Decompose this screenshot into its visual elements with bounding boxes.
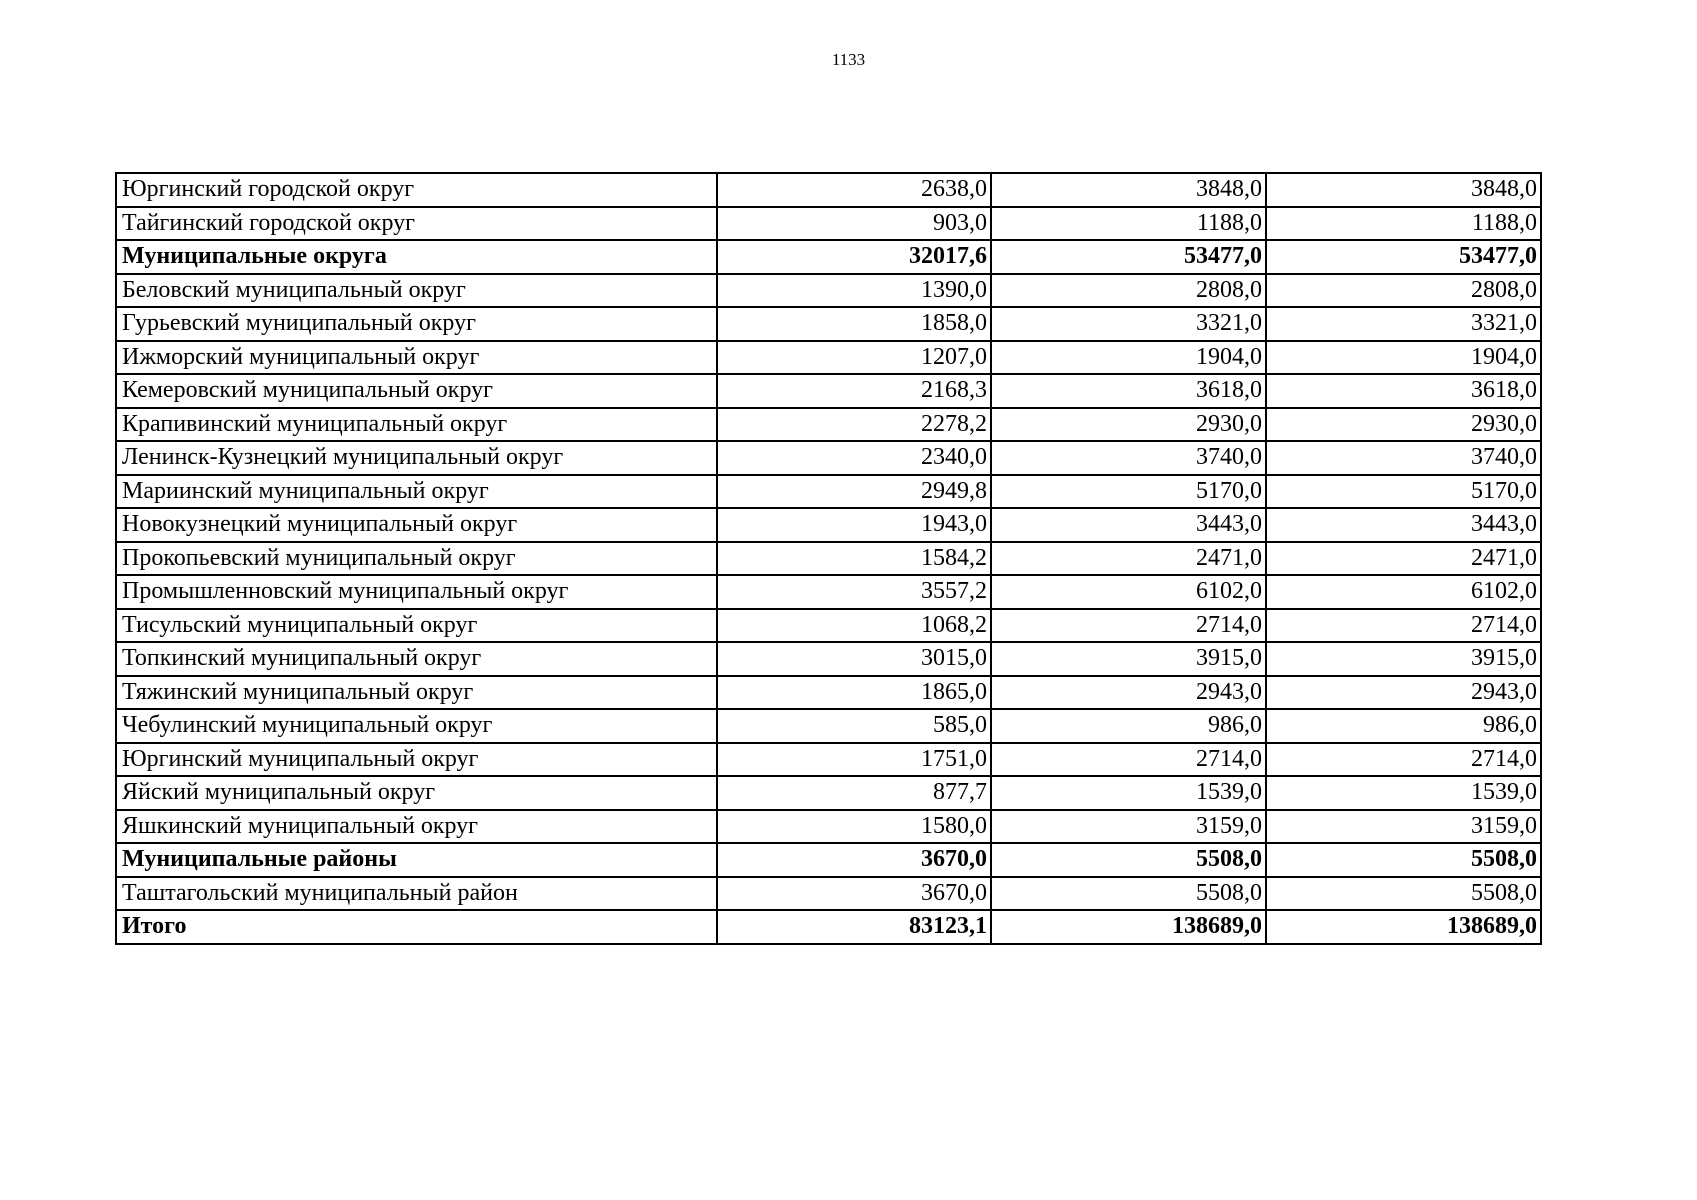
row-name-cell: Беловский муниципальный округ: [116, 274, 717, 308]
table-row: [116, 441, 1541, 475]
table-row: [116, 575, 1541, 609]
row-name-cell: Итого: [116, 910, 717, 944]
row-value-2-cell: 1904,0: [991, 341, 1266, 375]
row-value-1-cell: 1584,2: [717, 542, 991, 576]
row-value-3-cell: 2943,0: [1266, 676, 1541, 710]
row-name-cell: Гурьевский муниципальный округ: [116, 307, 717, 341]
row-name-cell: Мариинский муниципальный округ: [116, 475, 717, 509]
row-name-cell: Тайгинский городской округ: [116, 207, 717, 241]
row-value-2-cell: 2714,0: [991, 743, 1266, 777]
table-row: [116, 542, 1541, 576]
row-value-3-cell: 1904,0: [1266, 341, 1541, 375]
row-value-2-cell: 3321,0: [991, 307, 1266, 341]
row-value-2-cell: 138689,0: [991, 910, 1266, 944]
row-value-3-cell: 3159,0: [1266, 810, 1541, 844]
table-row-total: [116, 843, 1541, 877]
row-name-cell: Юргинский муниципальный округ: [116, 743, 717, 777]
row-value-1-cell: 1580,0: [717, 810, 991, 844]
data-table: [115, 172, 1542, 945]
row-value-3-cell: 5170,0: [1266, 475, 1541, 509]
row-value-3-cell: 6102,0: [1266, 575, 1541, 609]
row-name-cell: Чебулинский муниципальный округ: [116, 709, 717, 743]
row-name-cell: Яшкинский муниципальный округ: [116, 810, 717, 844]
row-value-3-cell: 5508,0: [1266, 877, 1541, 911]
row-value-3-cell: 2714,0: [1266, 743, 1541, 777]
row-name-cell: Ленинск-Кузнецкий муниципальный округ: [116, 441, 717, 475]
row-value-1-cell: 1390,0: [717, 274, 991, 308]
row-value-1-cell: 1858,0: [717, 307, 991, 341]
row-value-3-cell: 3618,0: [1266, 374, 1541, 408]
table-row: [116, 609, 1541, 643]
row-value-2-cell: 5508,0: [991, 877, 1266, 911]
row-value-1-cell: 1943,0: [717, 508, 991, 542]
row-value-1-cell: 32017,6: [717, 240, 991, 274]
table-row-total: [116, 910, 1541, 944]
row-value-3-cell: 138689,0: [1266, 910, 1541, 944]
row-value-2-cell: 3915,0: [991, 642, 1266, 676]
row-value-2-cell: 2943,0: [991, 676, 1266, 710]
page-number: 1133: [831, 50, 866, 69]
row-name-cell: Прокопьевский муниципальный округ: [116, 542, 717, 576]
row-value-3-cell: 5508,0: [1266, 843, 1541, 877]
row-value-2-cell: 5508,0: [991, 843, 1266, 877]
row-value-1-cell: 3557,2: [717, 575, 991, 609]
row-name-cell: Тисульский муниципальный округ: [116, 609, 717, 643]
table-body: [116, 173, 1541, 944]
row-name-cell: Ижморский муниципальный округ: [116, 341, 717, 375]
row-value-3-cell: 3740,0: [1266, 441, 1541, 475]
row-value-2-cell: 2930,0: [991, 408, 1266, 442]
row-value-3-cell: 2930,0: [1266, 408, 1541, 442]
row-value-2-cell: 6102,0: [991, 575, 1266, 609]
row-value-2-cell: 2808,0: [991, 274, 1266, 308]
table-row-total: [116, 240, 1541, 274]
table-row: [116, 676, 1541, 710]
row-value-1-cell: 2168,3: [717, 374, 991, 408]
row-value-1-cell: 3015,0: [717, 642, 991, 676]
row-value-1-cell: 1865,0: [717, 676, 991, 710]
row-value-1-cell: 1068,2: [717, 609, 991, 643]
table-row: [116, 274, 1541, 308]
row-value-1-cell: 3670,0: [717, 843, 991, 877]
row-value-3-cell: 3321,0: [1266, 307, 1541, 341]
row-value-2-cell: 2714,0: [991, 609, 1266, 643]
row-value-3-cell: 1188,0: [1266, 207, 1541, 241]
row-value-3-cell: 2471,0: [1266, 542, 1541, 576]
row-value-1-cell: 585,0: [717, 709, 991, 743]
row-value-2-cell: 986,0: [991, 709, 1266, 743]
row-value-1-cell: 3670,0: [717, 877, 991, 911]
row-value-2-cell: 3443,0: [991, 508, 1266, 542]
table-row: [116, 475, 1541, 509]
row-value-2-cell: 1188,0: [991, 207, 1266, 241]
row-value-1-cell: 1207,0: [717, 341, 991, 375]
row-name-cell: Муниципальные округа: [116, 240, 717, 274]
row-name-cell: Юргинский городской округ: [116, 173, 717, 207]
row-value-2-cell: 3159,0: [991, 810, 1266, 844]
row-value-3-cell: 3848,0: [1266, 173, 1541, 207]
table-row: [116, 374, 1541, 408]
table-row: [116, 709, 1541, 743]
table-row: [116, 810, 1541, 844]
row-value-3-cell: 2808,0: [1266, 274, 1541, 308]
row-value-2-cell: 3740,0: [991, 441, 1266, 475]
row-value-1-cell: 1751,0: [717, 743, 991, 777]
row-name-cell: Яйский муниципальный округ: [116, 776, 717, 810]
row-name-cell: Крапивинский муниципальный округ: [116, 408, 717, 442]
row-value-3-cell: 53477,0: [1266, 240, 1541, 274]
row-value-1-cell: 877,7: [717, 776, 991, 810]
table-row: [116, 207, 1541, 241]
row-value-2-cell: 3848,0: [991, 173, 1266, 207]
table-row: [116, 408, 1541, 442]
row-name-cell: Топкинский муниципальный округ: [116, 642, 717, 676]
row-name-cell: Муниципальные районы: [116, 843, 717, 877]
row-name-cell: Промышленновский муниципальный округ: [116, 575, 717, 609]
row-value-2-cell: 5170,0: [991, 475, 1266, 509]
row-value-2-cell: 3618,0: [991, 374, 1266, 408]
row-name-cell: Кемеровский муниципальный округ: [116, 374, 717, 408]
table-row: [116, 877, 1541, 911]
row-name-cell: Новокузнецкий муниципальный округ: [116, 508, 717, 542]
row-name-cell: Тяжинский муниципальный округ: [116, 676, 717, 710]
row-value-2-cell: 1539,0: [991, 776, 1266, 810]
row-value-3-cell: 986,0: [1266, 709, 1541, 743]
row-value-1-cell: 2340,0: [717, 441, 991, 475]
row-value-3-cell: 1539,0: [1266, 776, 1541, 810]
row-value-1-cell: 2278,2: [717, 408, 991, 442]
table-row: [116, 508, 1541, 542]
row-value-3-cell: 3915,0: [1266, 642, 1541, 676]
row-value-3-cell: 2714,0: [1266, 609, 1541, 643]
row-value-3-cell: 3443,0: [1266, 508, 1541, 542]
row-value-1-cell: 903,0: [717, 207, 991, 241]
table-row: [116, 743, 1541, 777]
row-value-1-cell: 83123,1: [717, 910, 991, 944]
table-row: [116, 642, 1541, 676]
row-name-cell: Таштагольский муниципальный район: [116, 877, 717, 911]
row-value-1-cell: 2638,0: [717, 173, 991, 207]
table-row: [116, 341, 1541, 375]
table-row: [116, 776, 1541, 810]
row-value-1-cell: 2949,8: [717, 475, 991, 509]
row-value-2-cell: 2471,0: [991, 542, 1266, 576]
table-row: [116, 173, 1541, 207]
row-value-2-cell: 53477,0: [991, 240, 1266, 274]
table-row: [116, 307, 1541, 341]
